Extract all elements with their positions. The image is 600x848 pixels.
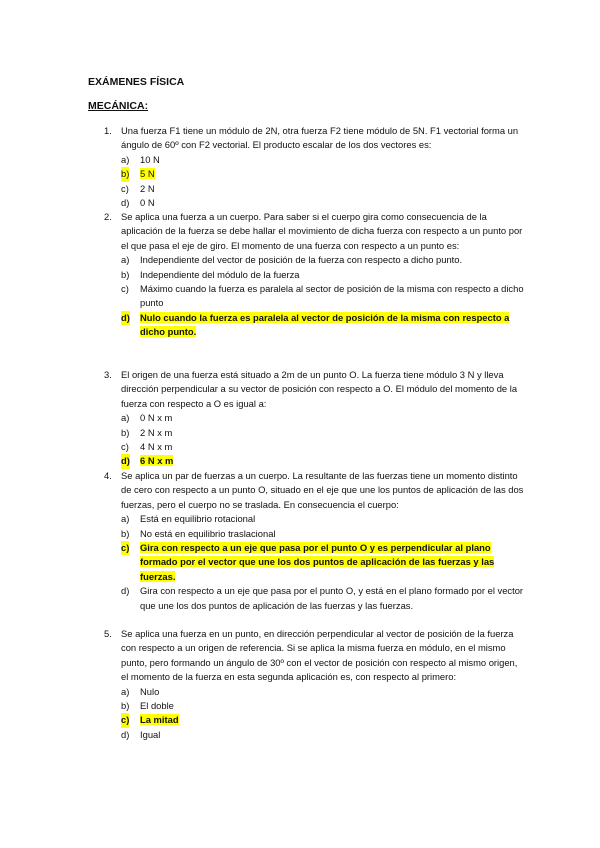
option-letter: d) <box>121 311 130 325</box>
option-letter: b) <box>121 426 130 438</box>
option-text: 5 N <box>140 168 155 180</box>
options-list <box>104 411 524 469</box>
option-letter: c) <box>121 541 129 555</box>
option-d <box>104 196 524 210</box>
option-text: No está en equilibrio traslacional <box>140 527 276 539</box>
question-text: Se aplica un par de fuerzas a un cuerpo. La resultante de las fuerzas tiene un momento distinto de cero con respecto a un punto O, situado en el eje que une los puntos de aplicación de las dos fuerzas, pero el cuerpo no se traslada. En consecuencia el cuerpo: <box>121 470 524 510</box>
question-5 <box>104 627 524 742</box>
option-text: Gira con respecto a un eje que pasa por el punto O y es perpendicular al plano formado por el vector que une los dos puntos de aplicación de las fuerzas y las fuerzas. <box>140 542 495 582</box>
option-letter: d) <box>121 585 130 597</box>
options-list <box>104 685 524 743</box>
option-a <box>104 153 524 167</box>
option-letter: d) <box>121 728 130 740</box>
option-letter: d) <box>121 197 130 209</box>
question-1 <box>104 124 524 210</box>
option-letter: c) <box>121 713 129 727</box>
option-a <box>104 411 524 425</box>
option-d-highlighted <box>104 311 524 340</box>
option-b <box>104 699 524 713</box>
option-text: Máximo cuando la fuerza es paralela al sector de posición de la misma con respecto a dicho punto <box>140 283 524 309</box>
question-text: El origen de una fuerza está situado a 2m de un punto O. La fuerza tiene módulo 3 N y lleva dirección perpendicular a su vector de posición con respecto a O. El módulo del momento de la fuerza con respecto a O es igual a: <box>121 369 518 409</box>
option-letter: b) <box>121 268 130 280</box>
option-c-highlighted <box>104 713 524 727</box>
option-letter: a) <box>121 685 130 697</box>
question-3 <box>104 368 524 469</box>
option-text: 4 N x m <box>140 441 173 453</box>
option-d <box>104 584 524 613</box>
option-letter: a) <box>121 513 130 525</box>
question-number: 1. <box>104 125 112 136</box>
question-text: Se aplica una fuerza en un punto, en dirección perpendicular al vector de posición de la fuerza con respecto a un origen de referencia. Si se aplica la misma fuerza en módulo, en el mismo punto, pero formando un ángulo de 30º con el vector de posición con respecto al mismo origen, el momento de la fuerza en esta segunda aplicación es, con respecto al primero: <box>121 628 518 683</box>
option-text: Igual <box>140 728 161 740</box>
option-letter: b) <box>121 167 129 181</box>
option-letter: b) <box>121 700 130 712</box>
option-c <box>104 182 524 196</box>
option-letter: a) <box>121 153 130 165</box>
option-c-highlighted <box>104 541 524 584</box>
option-c <box>104 440 524 454</box>
section-title: MECÁNICA: <box>88 100 149 112</box>
option-text: 2 N <box>140 182 155 194</box>
question-text: Una fuerza F1 tiene un módulo de 2N, otra fuerza F2 tiene módulo de 5N. F1 vectorial forma un ángulo de 60º con F2 vectorial. El producto escalar de los dos vectores es: <box>121 125 519 151</box>
question-number: 2. <box>104 211 112 222</box>
option-text: 0 N <box>140 197 155 209</box>
option-a <box>104 253 524 267</box>
option-a <box>104 512 524 526</box>
option-b <box>104 426 524 440</box>
option-letter: b) <box>121 527 130 539</box>
question-number: 5. <box>104 628 112 639</box>
option-text: El doble <box>140 700 174 712</box>
option-letter: c) <box>121 441 129 453</box>
option-d-highlighted <box>104 454 524 468</box>
option-c <box>104 282 524 311</box>
question-2 <box>104 210 524 340</box>
option-letter: a) <box>121 412 130 424</box>
option-letter: a) <box>121 254 130 266</box>
option-text: Nulo <box>140 685 160 697</box>
option-letter: d) <box>121 454 130 468</box>
option-a <box>104 685 524 699</box>
option-letter: c) <box>121 283 129 295</box>
option-text: Independiente del módulo de la fuerza <box>140 268 300 280</box>
option-text: Está en equilibrio rotacional <box>140 513 256 525</box>
option-text: 2 N x m <box>140 426 173 438</box>
question-number: 4. <box>104 470 112 481</box>
question-4 <box>104 469 524 613</box>
option-letter: c) <box>121 182 129 194</box>
option-d <box>104 728 524 742</box>
options-list <box>104 153 524 211</box>
question-text: Se aplica una fuerza a un cuerpo. Para saber si el cuerpo gira como consecuencia de la aplicación de la fuerza se debe hallar el movimiento de dicha fuerza con respecto a un punto por el que pasa el eje de giro. El momento de una fuerza con respecto a un punto es: <box>121 211 523 251</box>
document-title: EXÁMENES FÍSICA <box>88 76 185 88</box>
option-text: 0 N x m <box>140 412 173 424</box>
option-text: Nulo cuando la fuerza es paralela al vector de posición de la misma con respecto a dicho punto. <box>140 311 510 338</box>
option-b <box>104 527 524 541</box>
question-number: 3. <box>104 369 112 380</box>
options-list <box>104 512 524 613</box>
option-text: Independiente del vector de posición de la fuerza con respecto a dicho punto. <box>140 254 463 266</box>
option-b-highlighted <box>104 167 524 181</box>
option-text: La mitad <box>140 714 179 726</box>
options-list <box>104 253 524 339</box>
option-text: Gira con respecto a un eje que pasa por el punto O, y está en el plano formado por el vector que une los dos puntos de aplicación de las fuerzas y las fuerzas. <box>140 585 524 611</box>
option-b <box>104 268 524 282</box>
option-text: 6 N x m <box>140 455 174 467</box>
option-text: 10 N <box>140 153 160 165</box>
